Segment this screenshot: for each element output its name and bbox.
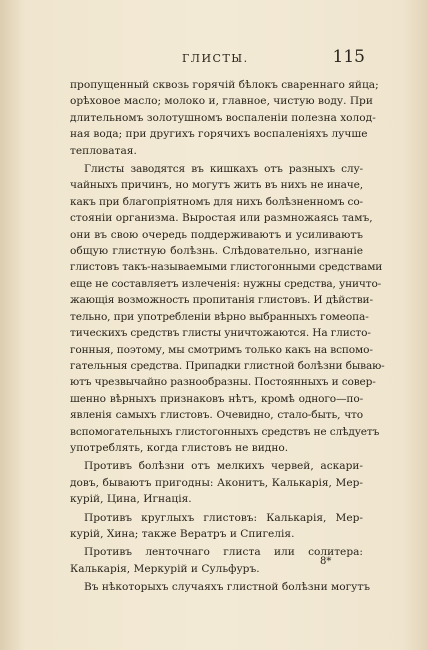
text-line: шенно вѣрныхъ признаковъ нѣтъ, кромѣ одного—по- (70, 392, 363, 405)
text-line: общую глистную болѣзнь. Слѣдовательно, изгнаніе (70, 245, 363, 258)
text-line: ная вода; при другихъ горячихъ воспаленіяхъ лучше (70, 128, 368, 141)
text-line: Противъ болѣзни отъ мелкихъ червей, аскари- (84, 460, 363, 473)
text-line: тепловатая. (70, 144, 137, 157)
text-line: Противъ круглыхъ глистовъ: Калькарія, Мер- (84, 511, 363, 524)
text-line: Въ нѣкоторыхъ случаяхъ глистной болѣзни могутъ (84, 581, 371, 594)
text-line: чайныхъ причинъ, но могутъ жить въ нихъ не иначе, (70, 179, 363, 192)
text-line: курій, Хина; также Вератръ и Спигелія. (70, 527, 295, 540)
signature-mark: 8* (320, 556, 332, 567)
page-body (70, 77, 385, 596)
text-line: гательныя средства. Припадки глистной болѣзни бываю- (70, 359, 385, 372)
text-line: ютъ чрезвычайно разнообразны. Постоянныхъ и совер- (70, 376, 376, 389)
text-line: пропущенный сквозь горячій бѣлокъ свареннаго яйца; (70, 79, 379, 91)
text-line: глистовъ такъ-называемыми глистогонными средствами (70, 261, 383, 274)
text-line: тельно, при употребленіи вѣрно выбранныхъ гомеопа- (70, 310, 369, 323)
text-line: Калькарія, Меркурій и Сульфуръ. (70, 562, 260, 575)
text-line: стояніи организма. Выростая или размножаясь тамъ, (70, 212, 373, 225)
text-line: какъ при благопріятномъ для нихъ болѣзненномъ со- (70, 195, 363, 208)
text-line: гонныя, поэтому, мы смотримъ только какъ на вспомо- (70, 343, 373, 356)
page-header (70, 49, 365, 69)
text-line: довъ, бываютъ пригодны: Аконитъ, Калькарія, Мер- (70, 476, 363, 489)
text-line: Противъ ленточнаго глиста или солитера: (84, 546, 363, 559)
running-title: ГЛИСТЫ. (182, 52, 249, 65)
text-line: орѣховое масло; молоко и, главное, чистую воду. При (70, 95, 373, 108)
text-line: Глисты заводятся въ кишкахъ отъ разныхъ слу- (84, 163, 363, 176)
text-line: курій, Цина, Игнація. (70, 493, 192, 506)
text-line: употреблять, когда глистовъ не видно. (70, 441, 289, 454)
text-line: они въ свою очередь поддерживаютъ и усиливаютъ (70, 228, 363, 241)
text-line: вспомогательныхъ глистогонныхъ средствъ не слѣдуетъ (70, 425, 380, 438)
text-line: тическихъ средствъ глисты уничтожаются. На глисто- (70, 327, 371, 340)
text-line: жающія возможность пропитанія глистовъ. И дѣйстви- (70, 294, 373, 307)
text-line: явленія самыхъ глистовъ. Очевидно, стало-быть, что (70, 409, 363, 422)
page-number: 115 (332, 47, 365, 67)
text-line: длительномъ золотушномъ воспаленіи полезна холод- (70, 111, 376, 124)
text-line: еще не составляетъ излеченія: нужны средства, уничто- (70, 277, 382, 290)
